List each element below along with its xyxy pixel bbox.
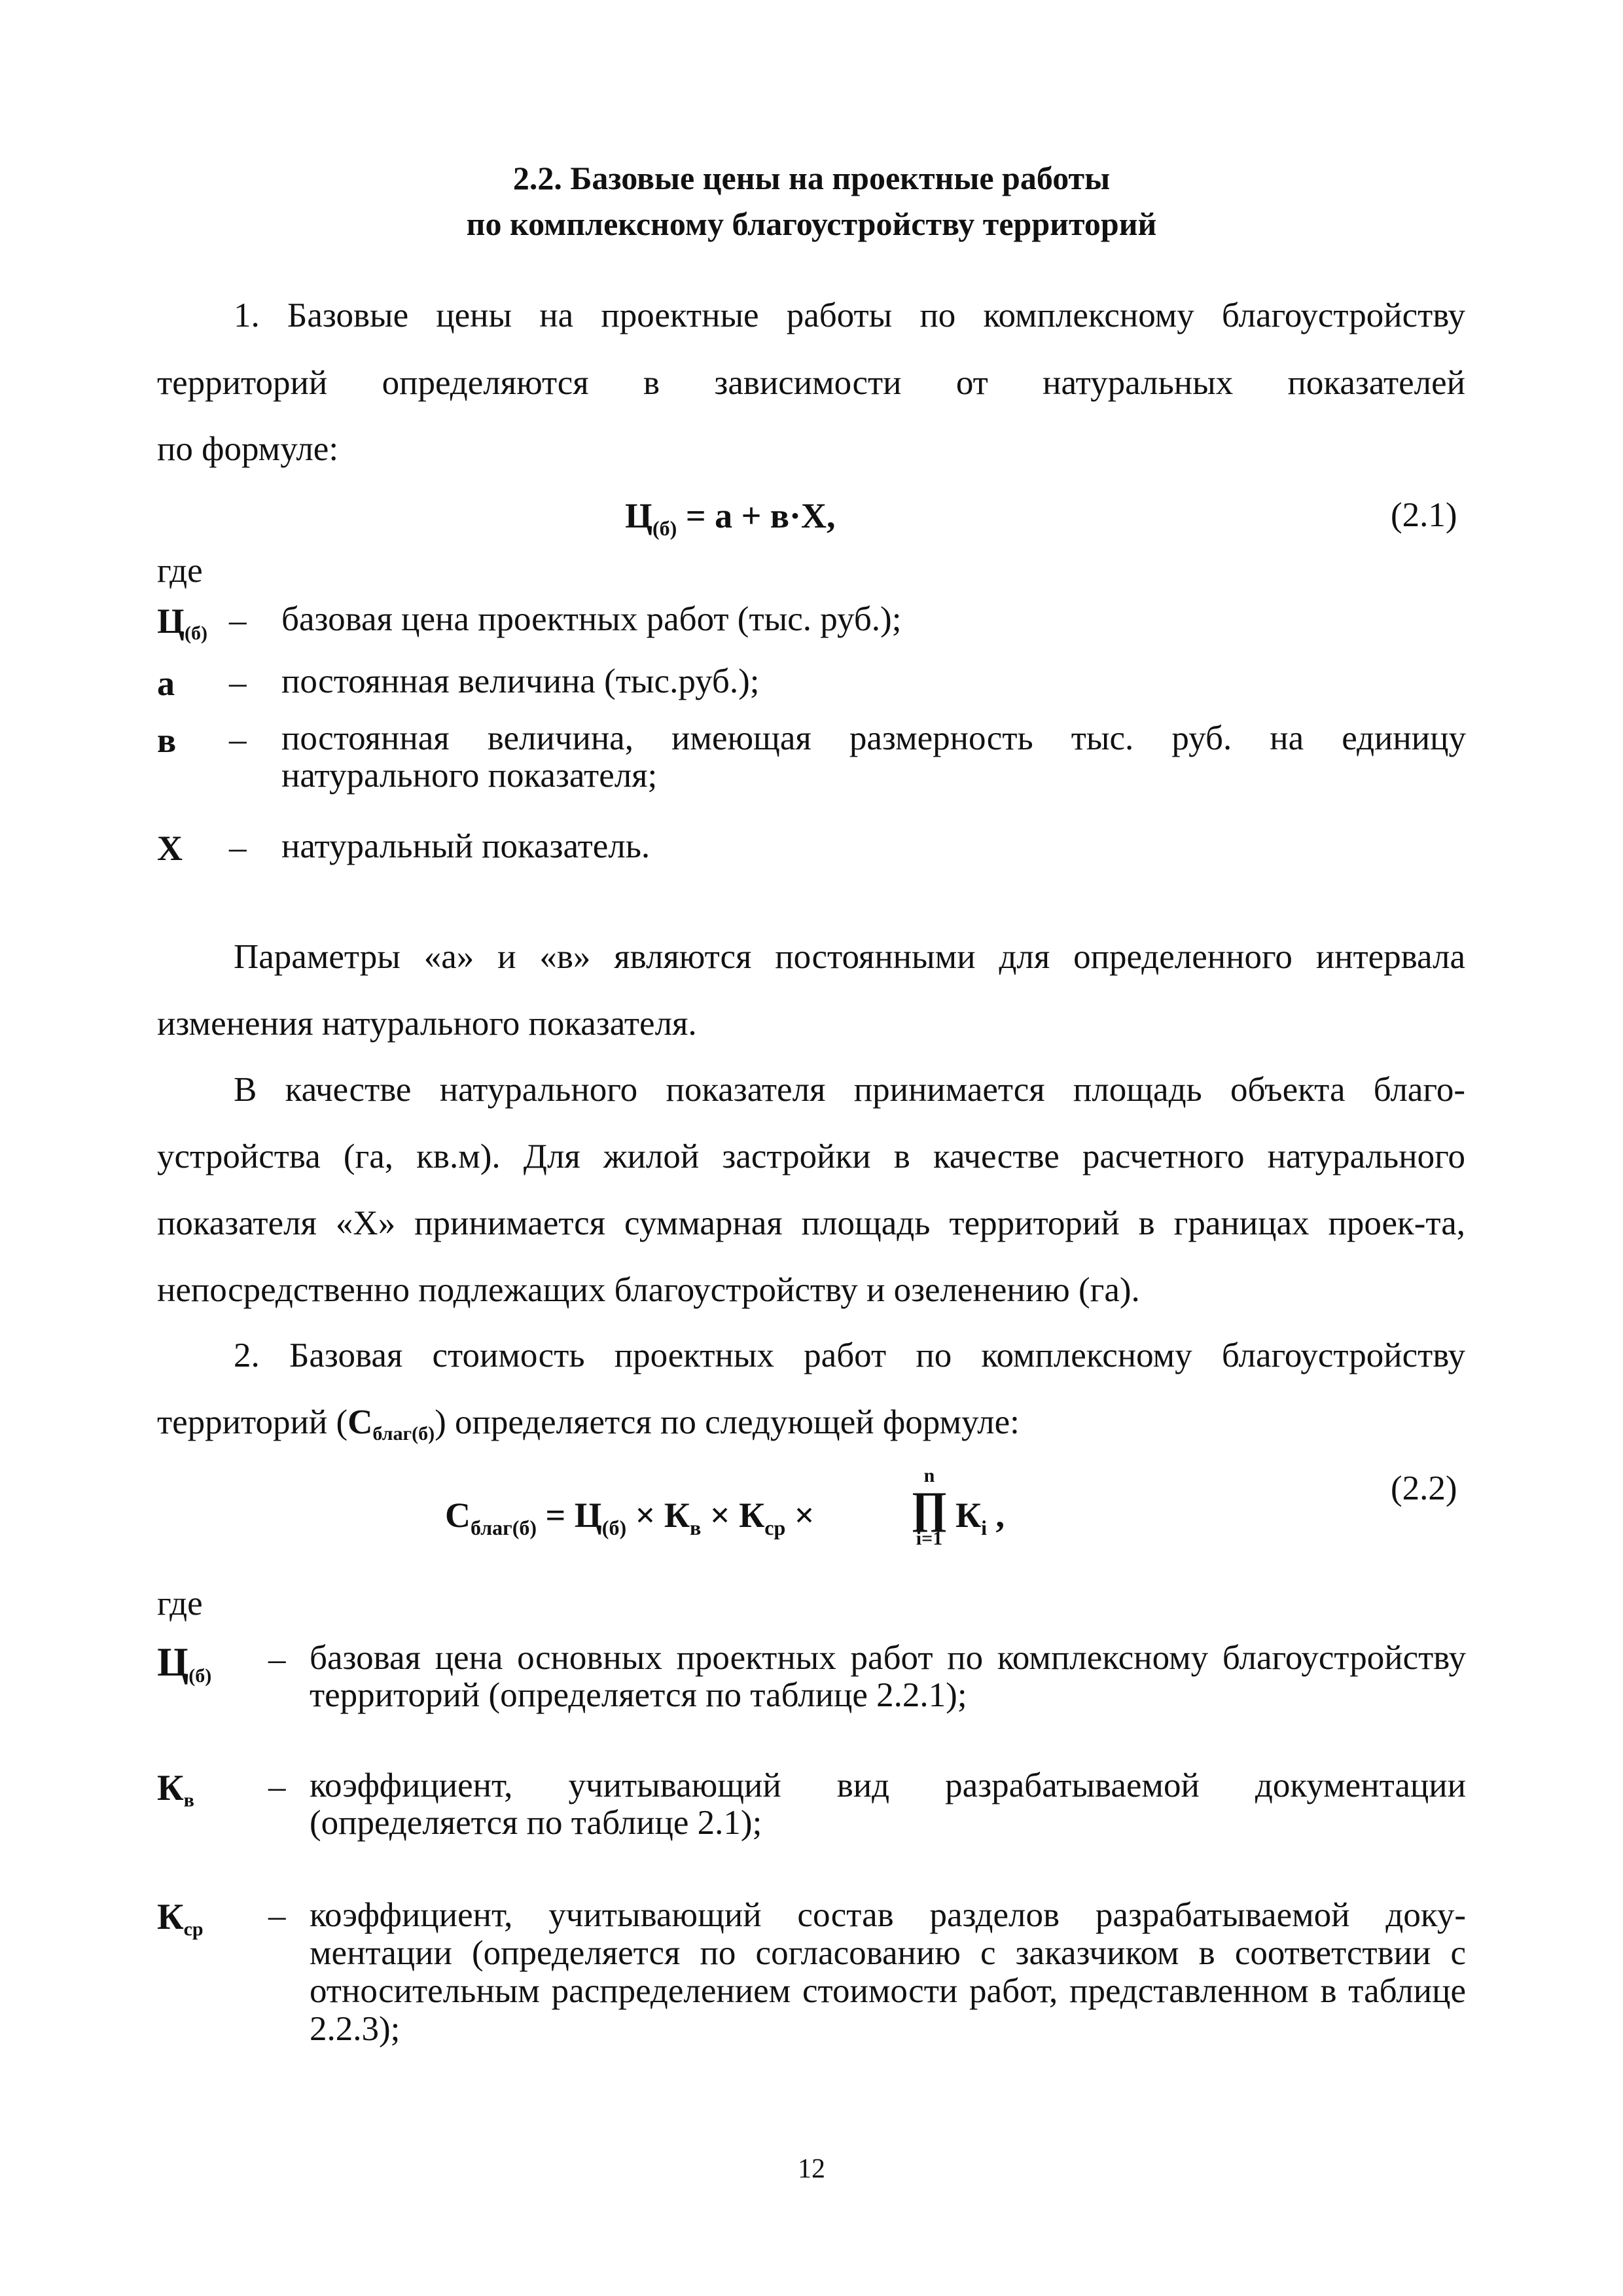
paragraph-1-line-3: по формуле:	[157, 430, 339, 468]
where-label-2: где	[157, 1585, 203, 1623]
def-symbol: а	[157, 664, 175, 703]
section-title-line2: по комплексному благоустройству территорий	[466, 206, 1157, 242]
paragraph-2: Параметры «а» и «в» являются постоянными для определенного интервала изменения натурального показателя.	[157, 938, 1465, 1043]
def-text: натуральный показатель.	[281, 827, 651, 865]
formula-symbol-ts-sub: (б)	[652, 516, 677, 540]
product-upper-limit: n	[923, 1465, 935, 1486]
def-dash: –	[229, 829, 247, 867]
def-dash: –	[268, 1768, 286, 1806]
formula-symbol-ts: Ц	[625, 496, 653, 535]
product-sign: ∏	[911, 1482, 948, 1532]
def-dash: –	[229, 601, 247, 639]
paragraph-1-line-1: 1. Базовые цены на проектные работы по комплексному благоустройству	[234, 296, 1465, 334]
def-text: постоянная величина (тыс.руб.);	[281, 662, 760, 700]
def-symbol: $К_в$	[157, 1768, 194, 1811]
formula-2-2-tail: $К_i$ ,	[955, 1496, 1005, 1539]
section-title-line1: 2.2. Базовые цены на проектные работы	[512, 160, 1111, 196]
paragraph-3: В качестве натурального показателя принимается площадь объекта благо-устройства (га, кв.м). Для жилой застройки в качестве расчетного натурального показателя «Х» принимается суммарная площадь территорий в границах проек-та, непосредственно подлежащих благоустройству и озеленению (га).	[157, 1071, 1465, 1309]
where-label-1: где	[157, 552, 203, 590]
def-text: базовая цена основных проектных работ по комплексному благоустройству территорий (определяется по таблице 2.2.1);	[310, 1639, 1466, 1714]
def-dash: –	[268, 1897, 286, 1935]
def-dash: –	[268, 1640, 286, 1678]
formula-rhs: = а + в·Х,	[677, 496, 836, 535]
def-symbol: $Ц_{(б)}$	[157, 1640, 212, 1687]
product-lower-limit: i=1	[916, 1528, 943, 1549]
paragraph-1-line-2: территорий определяются в зависимости от натуральных показателей	[157, 364, 1465, 402]
def-text: коэффициент, учитывающий вид разрабатываемой документации (определяется по таблице 2.1);	[310, 1767, 1466, 1842]
def-symbol: в	[157, 721, 177, 760]
equation-number-2-2: (2.2)	[1391, 1469, 1457, 1507]
def-symbol: $К_{ср}$	[157, 1897, 204, 1940]
page-number: 12	[798, 2154, 825, 2184]
def-symbol: Х	[157, 829, 183, 868]
formula-2-2: $С_{благ(б)} = Ц_{(б)} \times К_в \times К_{ср}$ ×	[445, 1496, 815, 1539]
def-text: постоянная величина, имеющая размерность тыс. руб. на единицу натурального показателя;	[281, 719, 1466, 795]
def-dash: –	[229, 664, 247, 702]
formula-2-1	[625, 495, 836, 541]
product-operator	[910, 1465, 949, 1550]
def-text: коэффициент, учитывающий состав разделов разрабатываемой доку-ментации (определяется по согласованию с заказчиком в соответствии с относительным распределением стоимости работ, представленном в таблице 2.2.3);	[310, 1896, 1466, 2048]
def-text: базовая цена проектных работ (тыс. руб.);	[281, 600, 902, 638]
inline-symbol-c: $С_{благ(б)}$	[348, 1403, 435, 1444]
def-symbol: $Ц_{(б)}$	[157, 601, 207, 644]
paragraph-4: 2. Базовая стоимость проектных работ по комплексному благоустройству территорий $(С_{благ(б)})$ определяется по следующей формуле:	[157, 1336, 1465, 1444]
def-dash: –	[229, 721, 247, 759]
equation-number-2-1: (2.1)	[1391, 496, 1457, 534]
